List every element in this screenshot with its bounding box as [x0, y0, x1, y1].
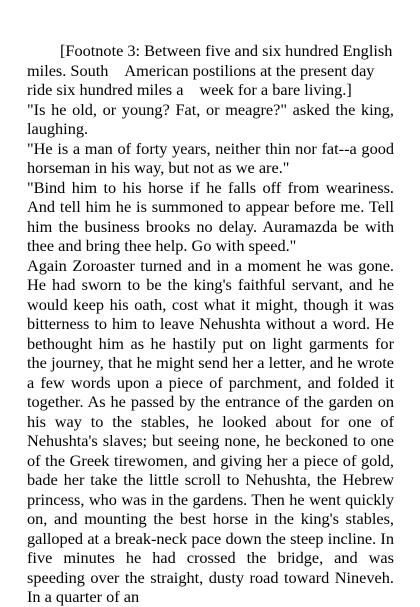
paragraph-king-command: "Bind him to his horse if he falls off from weariness. And tell him he is summoned to appear before me. Tell him the business brooks no delay. Auramazda be with thee and bring thee help. Go with speed." — [27, 177, 394, 255]
paragraph-man-description: "He is a man of forty years, neither thin nor fat--a good horseman in his way, but not as we are." — [27, 138, 394, 177]
footnote-line-3a: ride six hundred miles a — [27, 80, 184, 99]
footnote-line-3b: week for a bare living.] — [199, 80, 352, 99]
page-text — [27, 41, 394, 607]
footnote-line-2a: miles. South — [27, 60, 109, 80]
footnote-line-2b: American postilions at the present day — [124, 60, 375, 80]
footnote — [27, 41, 394, 100]
paragraph-king-question: "Is he old, or young? Fat, or meagre?" asked the king, laughing. — [27, 99, 394, 138]
paragraph-zoroaster-departs: Again Zoroaster turned and in a moment he was gone. He had sworn to be the king's faithful servant, and he would keep his oath, cost what it might, though it was bitterness to him to leave Nehushta without a word. He bethought him as he hastily put on light garments for the journey, that he might send her a letter, and he wrote a few words upon a piece of parchment, and folded it together. As he passed by the entrance of the garden on his way to the stables, he looked about for one of Nehushta's slaves; but seeing none, he beckoned to one of the Greek tirewomen, and giving her a piece of gold, bade her take the little scroll to Nehushta, the Hebrew princess, who was in the gardens. Then he went quickly on, and mounting the best horse in the king's stables, galloped at a break-neck pace down the steep incline. In five minutes he had crossed the bridge, and was speeding over the straight, dusty road toward Nineveh. In a quarter of an — [27, 255, 394, 606]
footnote-line-1: [Footnote 3: Between five and six hundred English — [60, 41, 393, 60]
